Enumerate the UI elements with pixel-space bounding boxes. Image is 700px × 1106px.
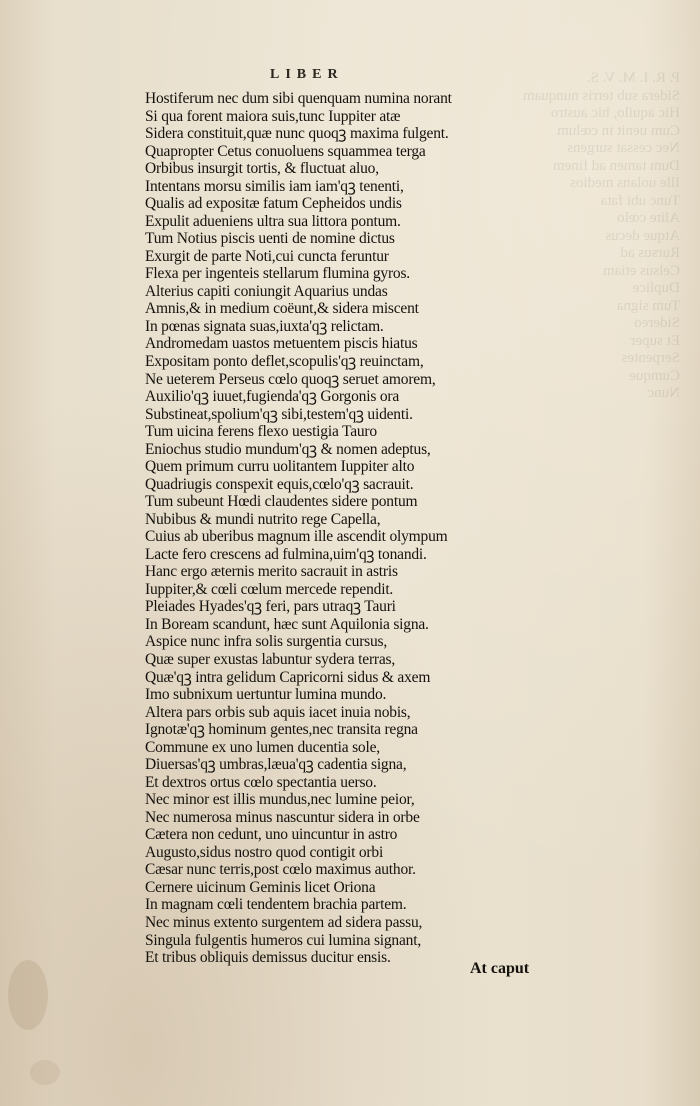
verse-line: Cuius ab uberibus magnum ille ascendit olympum <box>145 528 448 546</box>
verse-line: Quæ super exustas labuntur sydera terras, <box>145 651 396 668</box>
verse-line: Quæ'qꝫ intra gelidum Capricorni sidus & axem <box>145 668 431 686</box>
verse-line: Ne ueterem Perseus cœlo quoqꝫ seruet amorem, <box>145 370 436 388</box>
verse-line: Et dextros ortus cœlo spectantia uerso. <box>145 773 377 791</box>
verse-line: Commune ex uno lumen ducentia sole, <box>145 738 380 756</box>
verse-line: Lacte fero crescens ad fulmina,uim'qꝫ tonandi. <box>145 545 427 563</box>
verse-line: Amnis,& in medium coëunt,& sidera miscent <box>145 300 419 318</box>
verse-line: Nec minor est illis mundus,nec lumine peior, <box>145 791 415 809</box>
verse-line: Andromedam uastos metuentem piscis hiatus <box>145 335 418 353</box>
verse-line: Flexa per ingenteis stellarum flumina gyros. <box>145 265 410 283</box>
bleed-through-text: P. R. I. M. V. S. Sidera sub terris nunquam Hic aquilo, hic austro Cum uenit in cœlum Nec cessat surgens Dum tamen ad finem Ille uolans medios Tunc ubi fata Alite cœlo Atque decus Rursus ad Celsus etiam Duplice Tum signa Sidereo Et super Serpentes Cumque Nunc <box>522 70 680 401</box>
verse-line: In magnam cœli tendentem brachia partem. <box>145 896 407 914</box>
verse-line: In pœnas signata suas,iuxta'qꝫ relictam. <box>145 317 384 335</box>
catchword: At caput <box>470 960 530 977</box>
paper-stain <box>8 960 48 1030</box>
verse-line: Et tribus obliquis demissus ducitur ensis. <box>145 949 391 967</box>
paper-stain <box>30 1060 60 1085</box>
verse-line: Quadriugis conspexit equis,cœlo'qꝫ sacrauit. <box>145 475 414 493</box>
verse-line: Si qua forent maiora suis,tunc Iuppiter atæ <box>145 107 401 125</box>
verse-line: Hanc ergo æternis merito sacrauit in astris <box>145 563 398 581</box>
verse-line: Cernere uicinum Geminis licet Oriona <box>145 878 376 896</box>
verse-line: Cætera non cedunt, uno uincuntur in astro <box>145 826 398 844</box>
verse-line: Eniochus studio mundum'qꝫ & nomen adeptus, <box>145 440 431 458</box>
verse-block <box>145 90 470 967</box>
verse-line: Pleiades Hyades'qꝫ feri, pars utraqꝫ Tauri <box>145 598 396 616</box>
verse-line: Substineat,spolium'qꝫ sibi,testem'qꝫ uidenti. <box>145 405 413 423</box>
verse-line: In Boream scandunt, hæc sunt Aquilonia signa. <box>145 615 429 633</box>
verse-line: Nubibus & mundi nutrito rege Capella, <box>145 510 381 528</box>
verse-line: Expositam ponto deflet,scopulis'qꝫ reuinctam, <box>145 352 424 370</box>
verse-line: Tum uicina ferens flexo uestigia Tauro <box>145 423 377 441</box>
verse-line: Nec numerosa minus nascuntur sidera in orbe <box>145 808 420 826</box>
verse-line: Auxilio'qꝫ iuuet,fugienda'qꝫ Gorgonis ora <box>145 388 400 406</box>
verse-line: Orbibus insurgit tortis, & fluctuat aluo, <box>145 160 379 178</box>
verse-line: Exurgit de parte Noti,cui cuncta feruntur <box>145 247 389 265</box>
verse-line: Sidera constituit,quæ nunc quoqꝫ maxima fulgent. <box>145 125 449 143</box>
verse-line: Diuersas'qꝫ umbras,læua'qꝫ cadentia signa, <box>145 756 407 774</box>
verse-line: Aspice nunc infra solis surgentia cursus, <box>145 633 388 651</box>
running-header: LIBER <box>270 67 344 82</box>
verse-line: Singula fulgentis humeros cui lumina signant, <box>145 931 421 949</box>
verse-line: Cæsar nunc terris,post cœlo maximus author. <box>145 861 416 879</box>
verse-line: Qualis ad expositæ fatum Cepheidos undis <box>145 195 402 213</box>
verse-line: Quem primum curru uolitantem Iuppiter alto <box>145 458 415 476</box>
verse-line: Nec minus extento surgentem ad sidera passu, <box>145 913 423 931</box>
verse-line: Hostiferum nec dum sibi quenquam numina norant <box>145 90 452 107</box>
verse-line: Augusto,sidus nostro quod contigit orbi <box>145 843 384 861</box>
verse-line: Altera pars orbis sub aquis iacet inuia nobis, <box>145 703 411 721</box>
verse-line: Tum Notius piscis uenti de nomine dictus <box>145 230 395 248</box>
verse-line: Quapropter Cetus conuoluens squammea terga <box>145 142 426 160</box>
verse-line: Ignotæ'qꝫ hominum gentes,nec transita regna <box>145 721 418 739</box>
verse-line: Alterius capiti coniungit Aquarius undas <box>145 282 388 300</box>
verse-line: Intentans morsu similis iam iam'qꝫ tenenti, <box>145 177 404 195</box>
verse-line: Expulit adueniens ultra sua littora pontum. <box>145 212 401 230</box>
verse-line: Iuppiter,& cœli cœlum mercede rependit. <box>145 580 394 598</box>
verse-line: Imo subnixum uertuntur lumina mundo. <box>145 686 387 704</box>
verse-line: Tum subeunt Hœdi claudentes sidere pontum <box>145 493 418 511</box>
